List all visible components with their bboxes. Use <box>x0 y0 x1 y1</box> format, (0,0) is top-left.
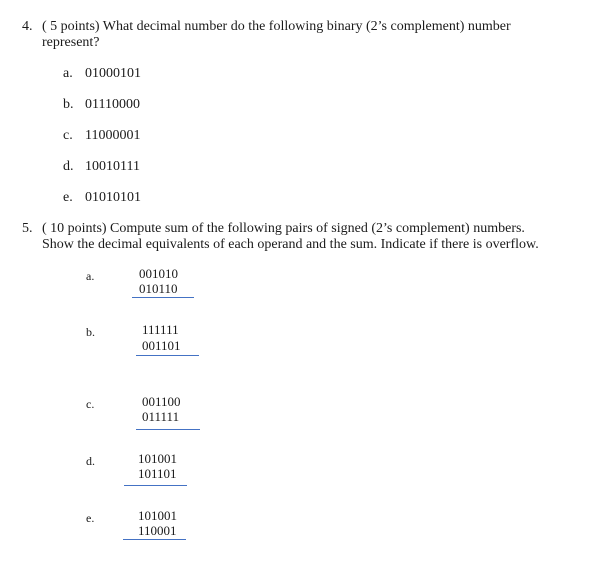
question-4-line-1: ( 5 points) What decimal number do the following binary (2’s complement) number <box>42 19 511 34</box>
question-5-line-1: ( 10 points) Compute sum of the following pairs of signed (2’s complement) numbers. <box>42 221 525 236</box>
q5-pair-b-top: 111111 <box>142 322 179 337</box>
q5-pair-b-bottom: 001101 <box>142 338 181 353</box>
question-5-text <box>42 221 587 253</box>
q4-option-value: 11000001 <box>85 128 141 143</box>
q5-pair-c-sum-line <box>136 429 200 430</box>
q4-option-value: 01110000 <box>85 97 140 112</box>
q4-option-e <box>63 190 141 206</box>
q5-pair-e-letter: e. <box>86 511 95 525</box>
question-4-text <box>42 19 562 51</box>
question-4-line-2: represent? <box>42 35 100 50</box>
q5-pair-c-top: 001100 <box>142 394 181 409</box>
question-5-number: 5. <box>22 221 33 236</box>
q5-pair-b-letter: b. <box>86 325 95 339</box>
question-4-number: 4. <box>22 19 33 34</box>
q5-pair-c-bottom: 011111 <box>142 409 180 424</box>
q5-pair-a-letter: a. <box>86 269 95 283</box>
q5-pair-b-sum-line <box>136 355 199 356</box>
q4-option-value: 01010101 <box>85 190 141 205</box>
q4-option-d <box>63 159 140 175</box>
q5-pair-a-top: 001010 <box>139 266 178 281</box>
q5-pair-e-sum-line <box>123 539 186 540</box>
q5-pair-c-letter: c. <box>86 397 95 411</box>
q5-pair-e-bottom: 110001 <box>138 523 177 538</box>
q4-option-value: 01000101 <box>85 66 141 81</box>
q4-option-b <box>63 97 140 113</box>
q4-option-letter: e. <box>63 190 73 205</box>
q4-option-c <box>63 128 140 144</box>
q5-pair-d-sum-line <box>124 485 187 486</box>
q5-pair-a-sum-line <box>132 297 194 298</box>
q4-option-letter: b. <box>63 97 74 112</box>
q5-pair-d-bottom: 101101 <box>138 466 177 481</box>
q4-option-letter: c. <box>63 128 73 143</box>
q4-option-letter: d. <box>63 159 74 174</box>
q5-pair-d-letter: d. <box>86 454 95 468</box>
question-5-line-2: Show the decimal equivalents of each operand and the sum. Indicate if there is overflow. <box>42 237 539 252</box>
q4-option-value: 10010111 <box>85 159 140 174</box>
q5-pair-a-bottom: 010110 <box>139 281 178 296</box>
q5-pair-e-top: 101001 <box>138 508 177 523</box>
q4-option-a <box>63 66 141 82</box>
q4-option-letter: a. <box>63 66 73 81</box>
q5-pair-d-top: 101001 <box>138 451 177 466</box>
